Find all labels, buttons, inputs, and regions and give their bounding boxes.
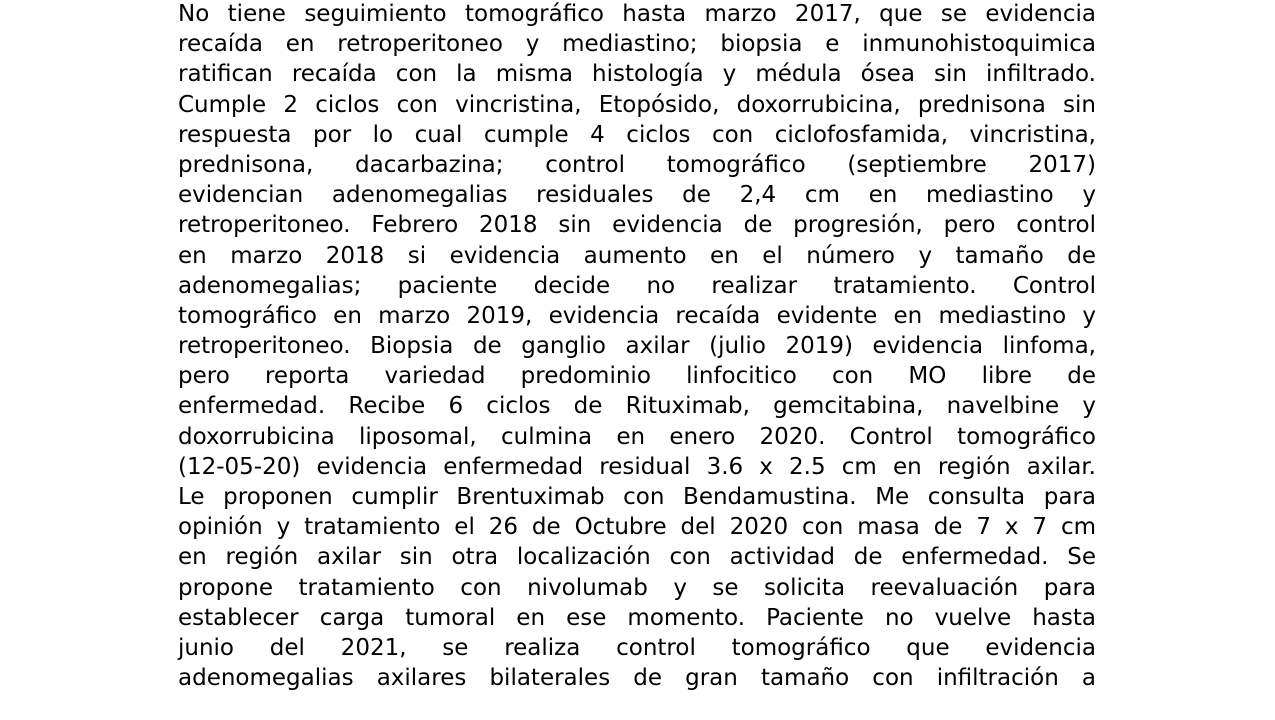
text-line: No tiene seguimiento tomográfico hasta marzo 2017, que se evidencia: [178, 1, 1096, 27]
text-line: doxorrubicina liposomal, culmina en enero 2020. Control tomográfico: [178, 423, 1096, 450]
text-line: adenomegalias; paciente decide no realizar tratamiento. Control: [178, 272, 1096, 299]
text-line: prednisona, dacarbazina; control tomográfico (septiembre 2017): [178, 151, 1096, 178]
text-line: (12-05-20) evidencia enfermedad residual 3.6 x 2.5 cm en región axilar.: [178, 453, 1096, 480]
text-line: Cumple 2 ciclos con vincristina, Etopósido, doxorrubicina, prednisona sin: [178, 91, 1096, 118]
text-line: tomográfico en marzo 2019, evidencia recaída evidente en mediastino y: [178, 302, 1096, 329]
text-line: retroperitoneo. Febrero 2018 sin evidencia de progresión, pero control: [178, 212, 1096, 239]
text-line: pero reporta variedad predominio linfocitico con MO libre de: [178, 363, 1096, 390]
text-line: respuesta por lo cual cumple 4 ciclos con ciclofosfamida, vincristina,: [178, 121, 1096, 148]
clinical-history-paragraph: [178, 0, 1096, 694]
text-line: en marzo 2018 si evidencia aumento en el número y tamaño de: [178, 242, 1096, 269]
text-line: enfermedad. Recibe 6 ciclos de Rituximab, gemcitabina, navelbine y: [178, 393, 1096, 420]
text-line: establecer carga tumoral en ese momento. Paciente no vuelve hasta: [178, 604, 1096, 631]
text-line: Le proponen cumplir Brentuximab con Bendamustina. Me consulta para: [178, 484, 1096, 510]
text-line: adenomegalias axilares bilaterales de gran tamaño con infiltración a: [178, 665, 1096, 692]
text-line: propone tratamiento con nivolumab y se solicita reevaluación para: [178, 574, 1096, 601]
text-line: ratifican recaída con la misma histología y médula ósea sin infiltrado.: [178, 61, 1096, 88]
text-line: junio del 2021, se realiza control tomográfico que evidencia: [178, 634, 1096, 661]
text-line: en región axilar sin otra localización con actividad de enfermedad. Se: [178, 544, 1096, 571]
text-line: opinión y tratamiento el 26 de Octubre del 2020 con masa de 7 x 7 cm: [178, 514, 1096, 541]
text-line: recaída en retroperitoneo y mediastino; biopsia e inmunohistoquimica: [178, 31, 1096, 58]
text-line: retroperitoneo. Biopsia de ganglio axilar (julio 2019) evidencia linfoma,: [178, 333, 1096, 360]
text-line: evidencian adenomegalias residuales de 2,4 cm en mediastino y: [178, 182, 1096, 209]
